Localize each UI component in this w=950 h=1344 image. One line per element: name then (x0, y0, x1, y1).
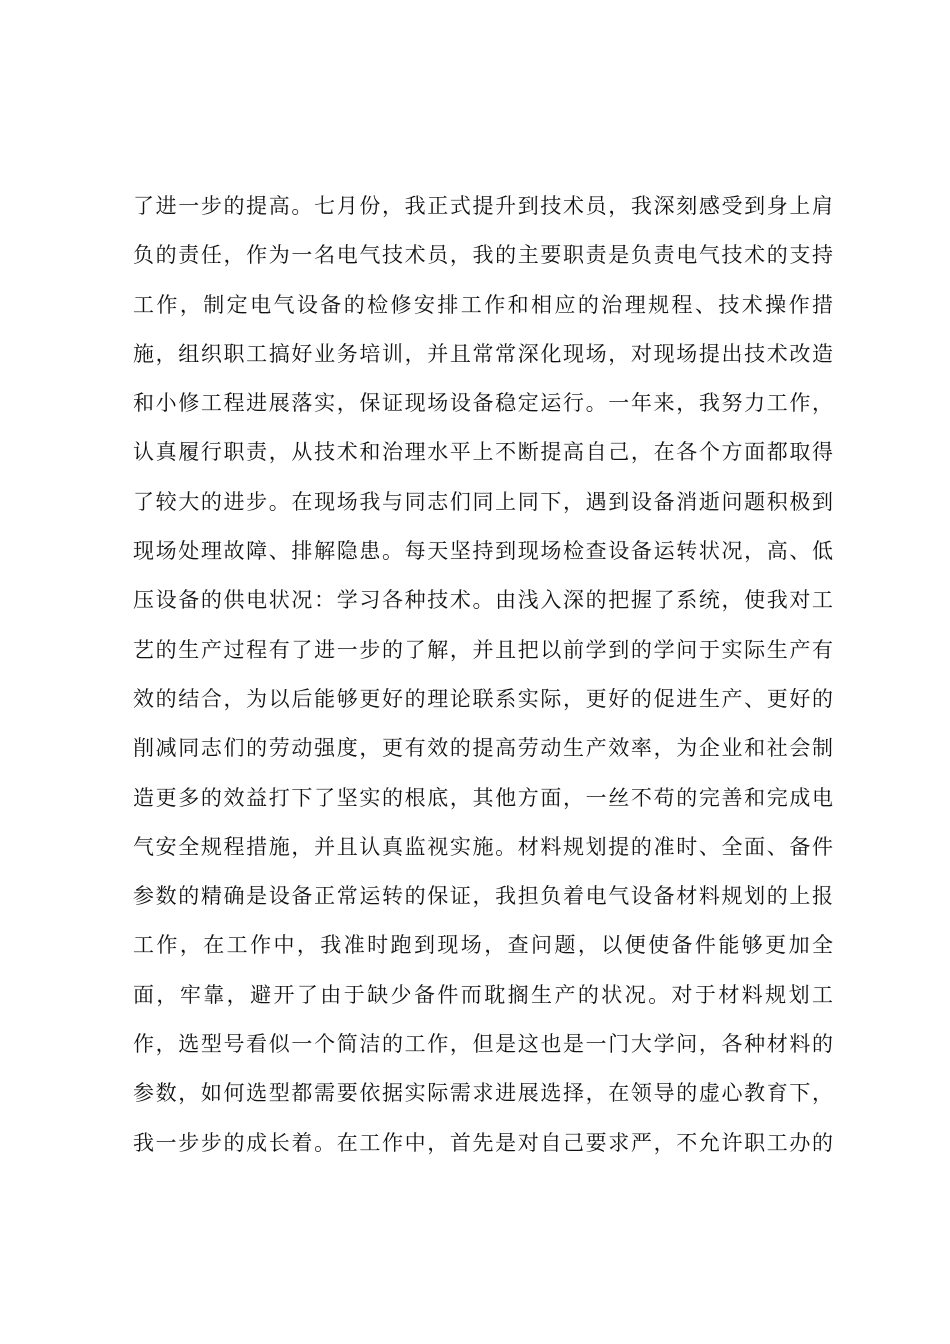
text-line: 和小修工程进展落实，保证现场设备稳定运行。一年来，我努力工作， (133, 391, 833, 416)
document-body (133, 182, 833, 1168)
text-line: 负的责任，作为一名电气技术员，我的主要职责是负责电气技术的支持 (133, 243, 833, 268)
text-line: 参数，如何选型都需要依据实际需求进展选择，在领导的虚心教育下， (133, 1081, 833, 1106)
text-line: 我一步步的成长着。在工作中，首先是对自己要求严，不允许职工办的 (133, 1130, 833, 1155)
text-line: 压设备的供电状况：学习各种技术。由浅入深的把握了系统，使我对工 (133, 588, 833, 613)
text-line: 施，组织职工搞好业务培训，并且常常深化现场，对现场提出技术改造 (133, 341, 833, 366)
text-line: 效的结合，为以后能够更好的理论联系实际，更好的促进生产、更好的 (133, 686, 833, 711)
text-line: 造更多的效益打下了坚实的根底，其他方面，一丝不苟的完善和完成电 (133, 785, 833, 810)
text-line: 作，选型号看似一个简洁的工作，但是这也是一门大学问，各种材料的 (133, 1032, 833, 1057)
text-line: 削减同志们的劳动强度，更有效的提高劳动生产效率，为企业和社会制 (133, 736, 833, 761)
text-line: 气安全规程措施，并且认真监视实施。材料规划提的准时、全面、备件 (133, 834, 833, 859)
text-line: 工作，制定电气设备的检修安排工作和相应的治理规程、技术操作措 (133, 292, 833, 317)
text-line: 参数的精确是设备正常运转的保证，我担负着电气设备材料规划的上报 (133, 884, 833, 909)
text-line: 工作，在工作中，我准时跑到现场，查问题，以便使备件能够更加全 (133, 933, 833, 958)
text-line: 面，牢靠，避开了由于缺少备件而耽搁生产的状况。对于材料规划工 (133, 982, 833, 1007)
text-line: 认真履行职责，从技术和治理水平上不断提高自己，在各个方面都取得 (133, 440, 833, 465)
text-line: 艺的生产过程有了进一步的了解，并且把以前学到的学问于实际生产有 (133, 637, 833, 662)
text-line: 现场处理故障、排解隐患。每天坚持到现场检查设备运转状况，高、低 (133, 539, 833, 564)
text-line: 了较大的进步。在现场我与同志们同上同下，遇到设备消逝问题积极到 (133, 489, 833, 514)
text-line: 了进一步的提高。七月份，我正式提升到技术员，我深刻感受到身上肩 (133, 194, 833, 218)
